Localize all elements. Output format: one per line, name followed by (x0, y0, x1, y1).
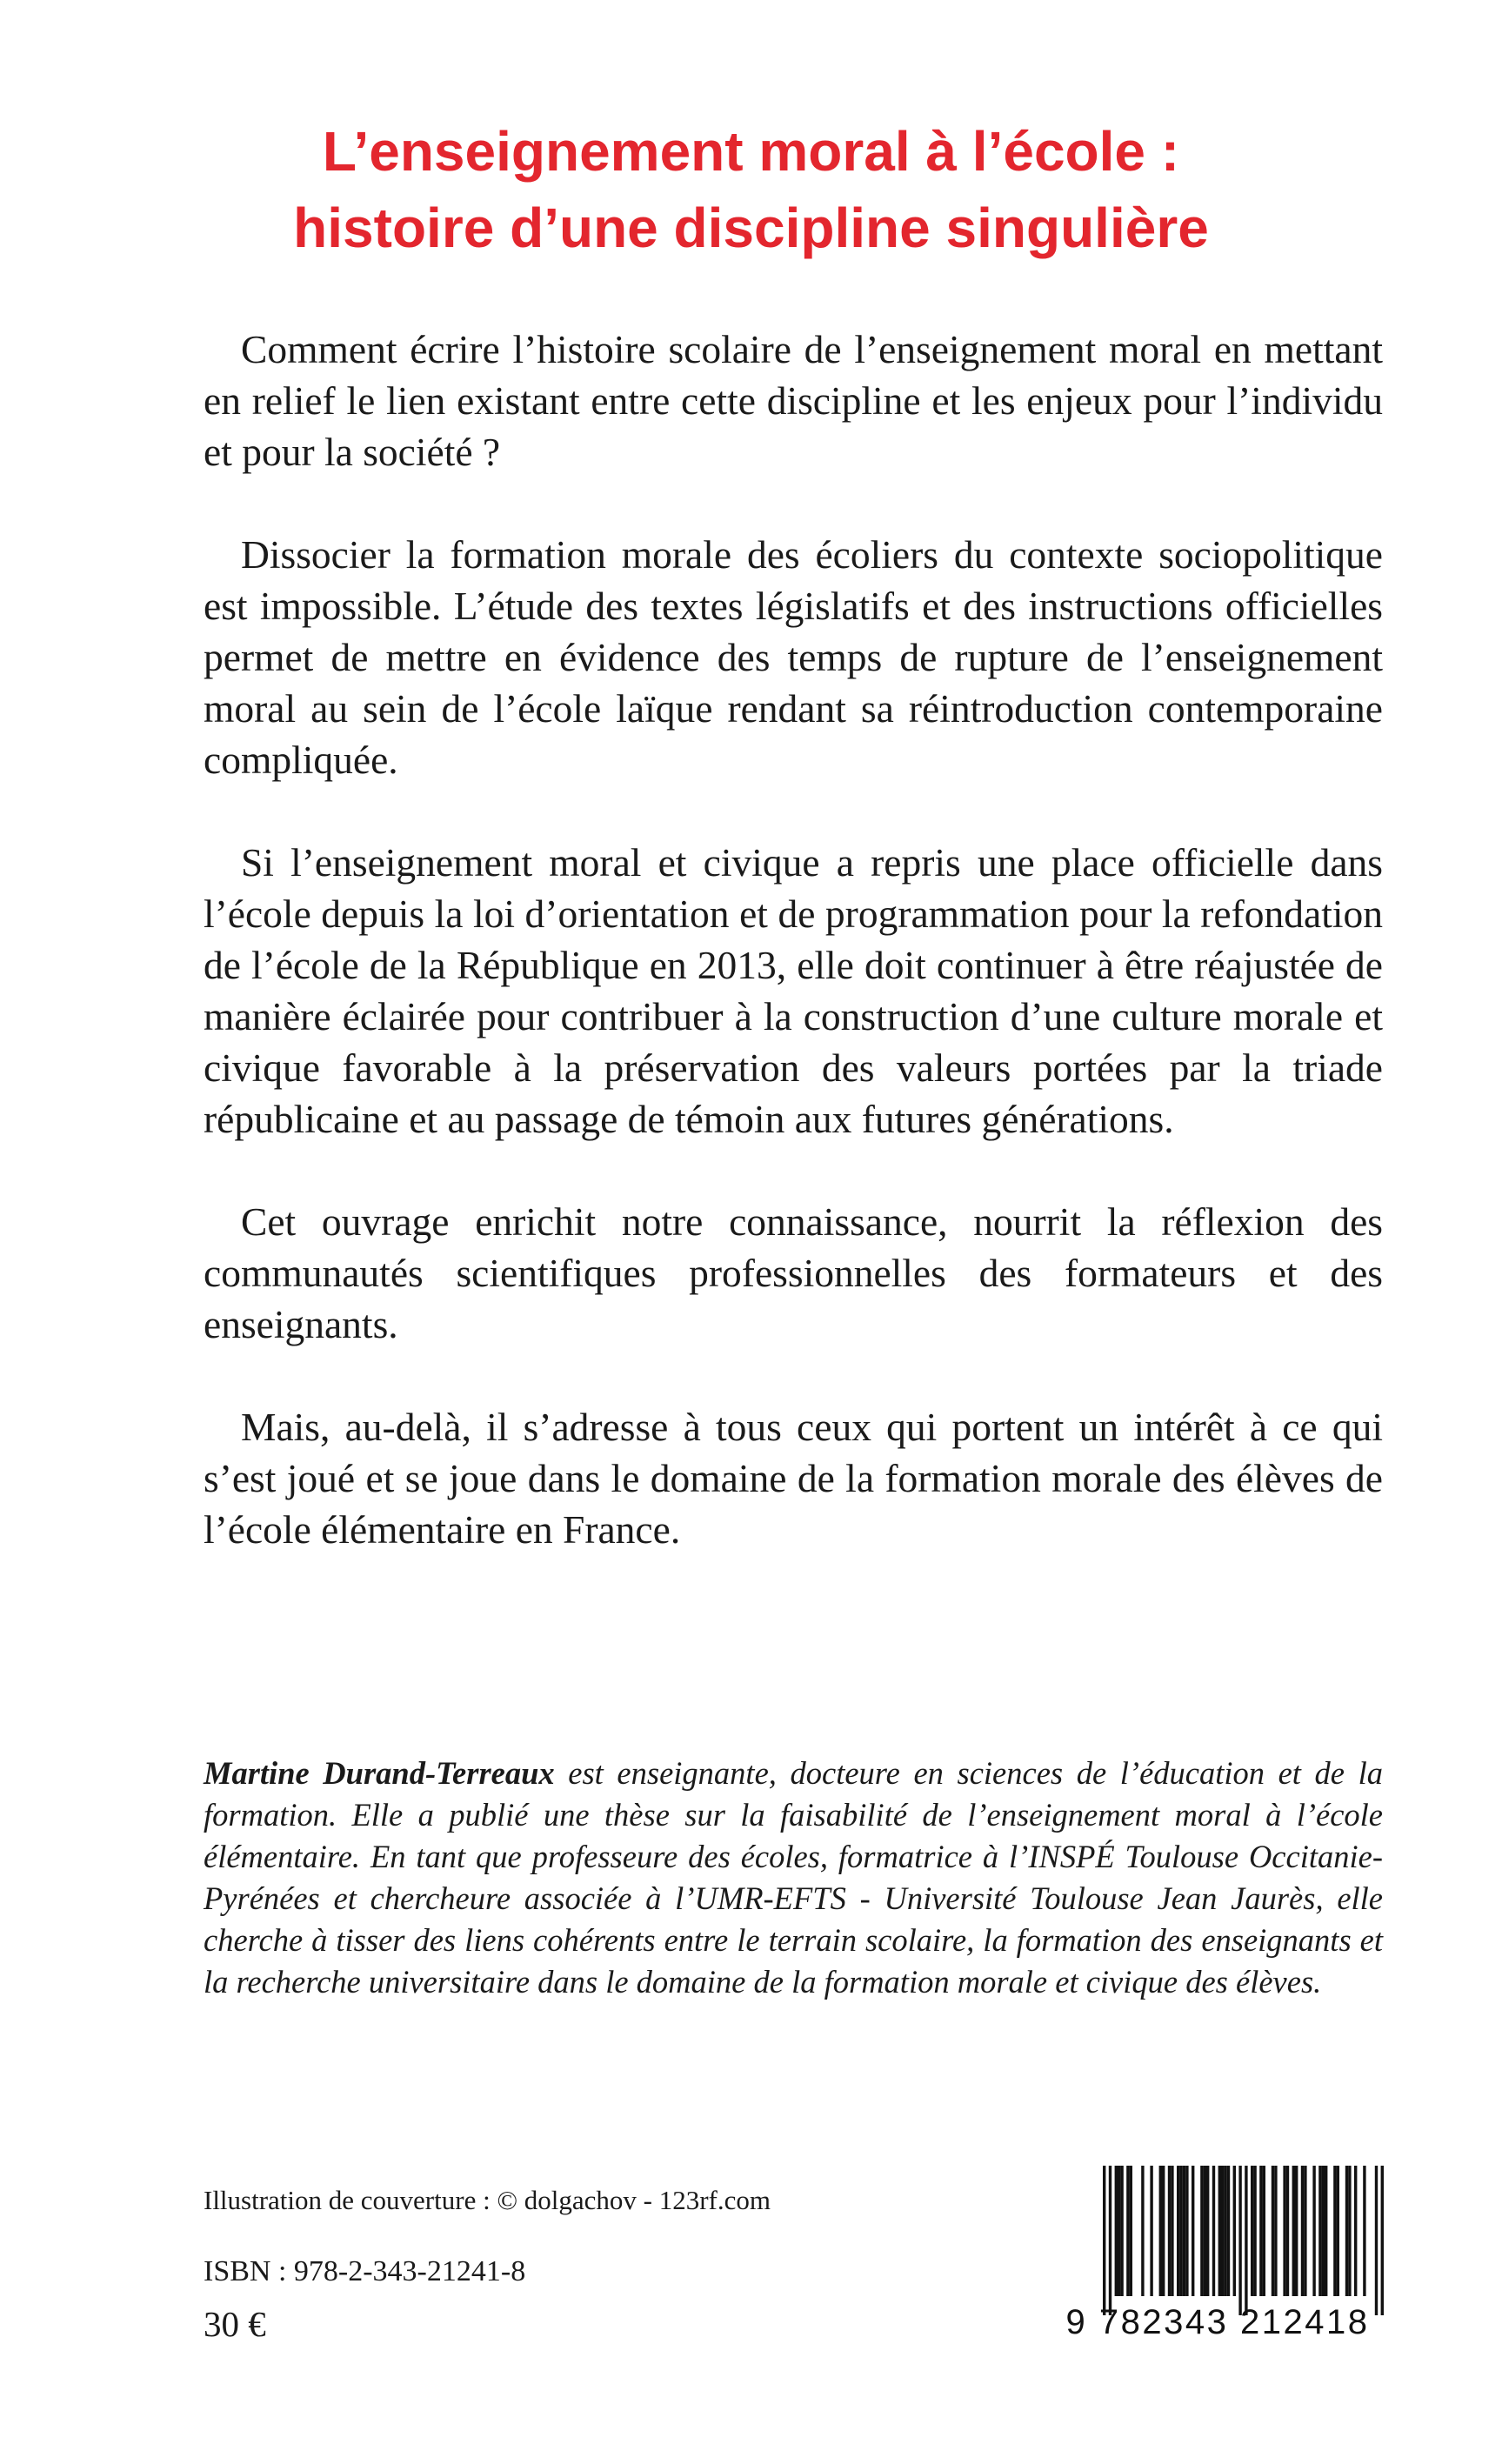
summary-paragraph-1: Comment écrire l’histoire scolaire de l’enseignement moral en mettant en relief le lien existant entre cette discipline et les enjeux pour l’individu et pour la société ? (204, 327, 1383, 474)
summary-paragraph-3: Si l’enseignement moral et civique a repris une place officielle dans l’école depuis la loi d’orientation et de programmation pour la refondation de l’école de la République en 2013, elle doit continuer à être réajustée de manière éclairée pour contribuer à la construction d’une culture morale et civique favorable à la préservation des valeurs portées par la triade républicaine et au passage de témoin aux futures générations. (204, 840, 1383, 1141)
barcode-bar (1259, 2166, 1262, 2296)
barcode-bar (1251, 2166, 1253, 2296)
barcode-bar (1179, 2166, 1182, 2296)
barcode-bar (1318, 2166, 1321, 2296)
barcode-bar (1141, 2166, 1144, 2296)
barcode-bar (1185, 2166, 1188, 2296)
barcode-bar (1333, 2166, 1336, 2296)
barcode-bar (1227, 2166, 1230, 2296)
barcode-bar (1286, 2166, 1289, 2296)
barcode-bar (1312, 2166, 1315, 2296)
barcode-bar (1304, 2166, 1306, 2296)
barcode-bar (1348, 2166, 1351, 2296)
barcode-bar (1263, 2166, 1265, 2296)
barcode-bar (1274, 2166, 1277, 2296)
title-line-2: histoire d’une discipline singulière (293, 197, 1209, 259)
barcode-bar (1221, 2166, 1224, 2296)
barcode-bar (1183, 2166, 1185, 2296)
barcode-bar (1337, 2166, 1339, 2296)
summary-paragraph-4: Cet ouvrage enrichit notre connaissance, nourrit la réflexion des communautés scientifiques professionnelles des formateurs et des enseignants. (204, 1199, 1383, 1346)
barcode-bar (1272, 2166, 1274, 2296)
back-cover-summary (204, 324, 1383, 1606)
barcode-bar (1301, 2166, 1304, 2296)
cover-illustration-credit: Illustration de couverture : © dolgachov - 123rf.com (204, 2185, 771, 2215)
barcode-bar (1200, 2166, 1203, 2296)
author-bio-text: est enseignante, docteure en sciences de l’éducation et de la formation. Elle a publié une thèse sur la faisabilité de l’enseignement moral à l’école élémentaire. En tant que professeure des écoles, formatrice à l’INSPÉ Toulouse Occitanie-Pyrénées et chercheure associée à l’UMR-EFTS - Université Toulouse Jean Jaurès, elle cherche à tisser des liens cohérents entre le terrain scolaire, la formation des enseignants et la recherche universitaire dans le domaine de la formation morale et civique des élèves. (204, 1755, 1384, 2000)
summary-paragraph-5: Mais, au-delà, il s’adresse à tous ceux qui portent un intérêt à ce qui s’est joué et se joue dans le domaine de la formation morale des élèves de l’école élémentaire en France. (204, 1405, 1383, 1552)
barcode-bar (1109, 2166, 1111, 2315)
barcode-bar (1322, 2166, 1325, 2296)
barcode-bar (1363, 2166, 1365, 2296)
barcode-bar (1224, 2166, 1226, 2296)
barcode (1048, 2166, 1387, 2353)
barcode-bar (1253, 2166, 1256, 2296)
barcode-bar (1218, 2166, 1221, 2296)
barcode-bar (1206, 2166, 1209, 2296)
barcode-bar (1130, 2166, 1132, 2296)
barcode-bar (1212, 2166, 1215, 2296)
barcode-bar (1171, 2166, 1173, 2296)
barcode-bar (1295, 2166, 1298, 2296)
barcode-bar (1162, 2166, 1165, 2296)
barcode-bar (1345, 2166, 1348, 2296)
barcode-bar (1192, 2166, 1194, 2296)
barcode-bar (1126, 2166, 1129, 2296)
barcode-digits: 9 782343 212418 (1065, 2303, 1370, 2341)
author-bio (204, 1753, 1383, 2003)
barcode-bar (1283, 2166, 1285, 2296)
barcode-bar (1245, 2166, 1247, 2315)
title-line-1: L’enseignement moral à l’école : (322, 120, 1180, 183)
author-name: Martine Durand-Terreaux (204, 1755, 555, 1791)
barcode-bar (1118, 2166, 1120, 2296)
barcode-bar (1103, 2166, 1105, 2315)
isbn-number: ISBN : 978-2-343-21241-8 (204, 2255, 526, 2287)
barcode-bar (1325, 2166, 1327, 2296)
barcode-bar (1375, 2166, 1378, 2315)
barcode-bar (1115, 2166, 1118, 2296)
barcode-bar (1177, 2166, 1179, 2296)
summary-paragraph-2: Dissocier la formation morale des écoliers du contexte sociopolitique est impossible. L’étude des textes législatifs et des instructions officielles permet de mettre en évidence des temps de rupture de l’enseignement moral au sein de l’école laïque rendant sa réintroduction contemporaine compliquée. (204, 532, 1383, 782)
barcode-bar (1150, 2166, 1152, 2296)
barcode-bar (1159, 2166, 1162, 2296)
barcode-bar (1168, 2166, 1171, 2296)
barcode-bar (1381, 2166, 1384, 2315)
barcode-bar (1204, 2166, 1206, 2296)
book-title (0, 113, 1502, 266)
barcode-bar (1120, 2166, 1123, 2296)
book-price: 30 € (204, 2304, 266, 2344)
barcode-bar (1292, 2166, 1295, 2296)
barcode-bar (1354, 2166, 1357, 2296)
barcode-bar (1238, 2166, 1241, 2315)
barcode-bar (1233, 2166, 1236, 2296)
